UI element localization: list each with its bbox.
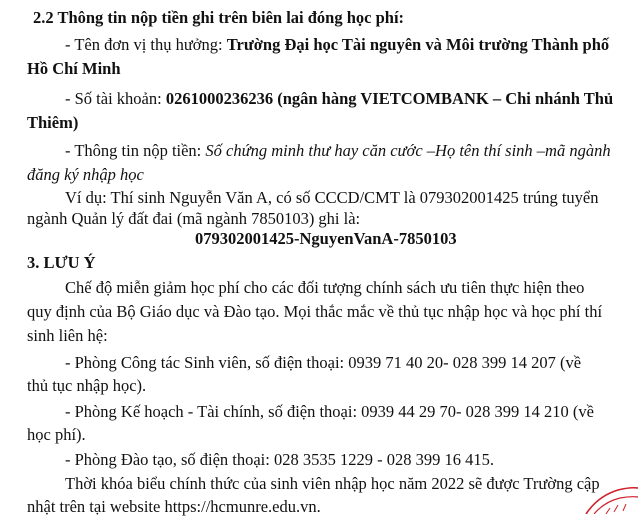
beneficiary-line bbox=[65, 34, 609, 56]
payment-info-label: - Thông tin nộp tiền: bbox=[65, 141, 206, 160]
example-line-1: Ví dụ: Thí sinh Nguyễn Văn A, có số CCCD/CMT là 079302001425 trúng tuyển bbox=[65, 188, 599, 207]
section-2-2-heading: 2.2 Thông tin nộp tiền ghi trên biên lai đóng học phí: bbox=[33, 8, 405, 27]
note-paragraph-line-1: Chế độ miễn giảm học phí cho các đối tượng chính sách ưu tiên thực hiện theo bbox=[65, 278, 585, 297]
contact-student-affairs: - Phòng Công tác Sinh viên, số điện thoại: 0939 71 40 20- 028 399 14 207 (về bbox=[65, 353, 582, 372]
account-value: 0261000236236 (ngân hàng VIETCOMBANK – Chi nhánh Thủ bbox=[165, 89, 614, 108]
note-paragraph-line-2: quy định của Bộ Giáo dục và Đào tạo. Mọi thắc mắc về thủ tục nhập học và học phí thí bbox=[27, 302, 603, 321]
payment-info-line bbox=[65, 140, 611, 162]
section-3-heading: 3. LƯU Ý bbox=[27, 253, 96, 272]
timetable-note-line-2: nhật trên tại website https://hcmunre.edu.vn. bbox=[27, 497, 321, 516]
contact-finance-continued: học phí). bbox=[27, 425, 86, 444]
account-line bbox=[65, 88, 613, 110]
contact-student-affairs-continued: thủ tục nhập học). bbox=[27, 376, 147, 395]
red-stamp-mark bbox=[578, 474, 638, 514]
beneficiary-label: - Tên đơn vị thụ hưởng: bbox=[65, 35, 227, 54]
example-line-2: ngành Quản lý đất đai (mã ngành 7850103) ghi là: bbox=[27, 209, 361, 228]
timetable-note-line-1: Thời khóa biểu chính thức của sinh viên nhập học năm 2022 sẽ được Trường cập bbox=[65, 474, 600, 493]
account-value-continued: Thiêm) bbox=[27, 113, 79, 132]
beneficiary-value: Trường Đại học Tài nguyên và Môi trường Thành phố bbox=[226, 35, 610, 54]
beneficiary-value-continued: Hồ Chí Minh bbox=[27, 59, 121, 78]
account-label: - Số tài khoản: bbox=[65, 89, 166, 108]
payment-info-value: Số chứng minh thư hay căn cước –Họ tên thí sinh –mã ngành bbox=[205, 141, 611, 160]
contact-training: - Phòng Đào tạo, số điện thoại: 028 3535 1229 - 028 399 16 415. bbox=[65, 450, 494, 469]
note-paragraph-line-3: sinh liên hệ: bbox=[27, 326, 108, 345]
contact-finance: - Phòng Kế hoạch - Tài chính, số điện thoại: 0939 44 29 70- 028 399 14 210 (về bbox=[65, 402, 594, 421]
payment-info-value-continued: đăng ký nhập học bbox=[27, 165, 144, 184]
example-code: 079302001425-NguyenVanA-7850103 bbox=[195, 229, 457, 248]
